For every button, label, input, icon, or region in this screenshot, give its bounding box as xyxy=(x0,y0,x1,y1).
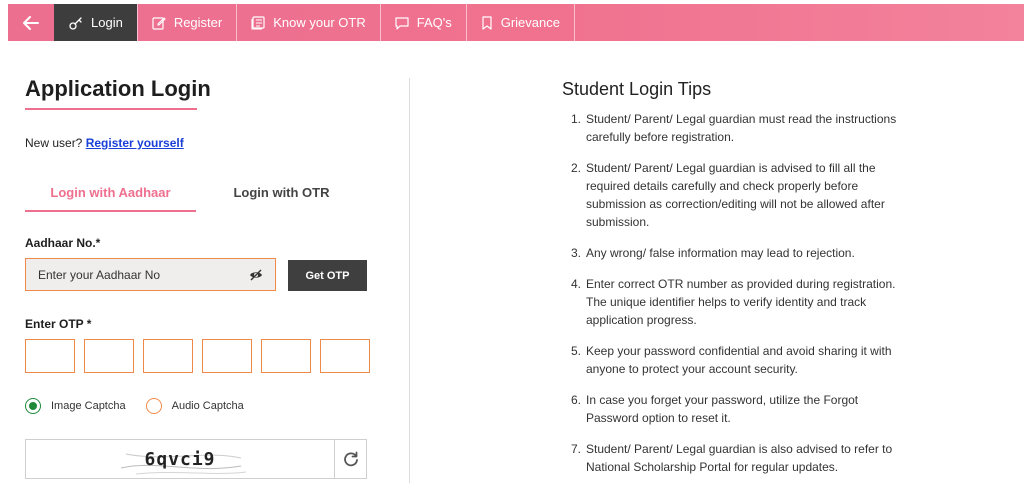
nav-grievance-label: Grievance xyxy=(500,15,560,30)
tip-item: 1. Student/ Parent/ Legal guardian must read the instructions carefully before registration. xyxy=(571,110,901,146)
otp-digit-5[interactable] xyxy=(261,339,311,373)
radio-audio-captcha[interactable] xyxy=(146,398,162,414)
nav-faqs-label: FAQ's xyxy=(416,15,452,30)
column-divider xyxy=(409,78,410,483)
captcha-refresh-button[interactable] xyxy=(335,440,366,478)
captcha-box xyxy=(25,439,367,479)
tip-item: 7. Student/ Parent/ Legal guardian is also advised to refer to National Scholarship Portal for regular updates. xyxy=(571,440,901,476)
nav-faqs[interactable] xyxy=(380,4,466,41)
back-button[interactable] xyxy=(8,4,54,41)
tip-item: 2. Student/ Parent/ Legal guardian is advised to fill all the required details carefully and check properly before submission as correction/editing will not be allowed after submission. xyxy=(571,159,901,231)
otp-digit-2[interactable] xyxy=(84,339,134,373)
new-user-text: New user? xyxy=(25,136,83,150)
tip-text: Student/ Parent/ Legal guardian is advised to fill all the required details carefully and check properly before submission as correction/editing will not be allowed after submission. xyxy=(586,161,885,229)
title-underline xyxy=(25,108,197,110)
otp-inputs xyxy=(25,339,370,373)
refresh-icon xyxy=(343,451,359,467)
eye-slash-icon[interactable] xyxy=(249,269,263,281)
new-user-line xyxy=(25,136,184,150)
tab-login-aadhaar[interactable]: Login with Aadhaar xyxy=(25,176,196,212)
otp-digit-3[interactable] xyxy=(143,339,193,373)
tip-text: Student/ Parent/ Legal guardian must read the instructions carefully before registration. xyxy=(586,112,897,144)
tip-text: Keep your password confidential and avoid sharing it with anyone to protect your account security. xyxy=(586,344,892,376)
tip-text: Enter correct OTR number as provided during registration. The unique identifier helps to verify identity and track application progress. xyxy=(586,277,896,327)
chat-icon xyxy=(395,16,409,30)
edit-icon xyxy=(152,16,166,30)
key-icon xyxy=(69,16,83,30)
captcha-type-options xyxy=(25,398,264,414)
aadhaar-input[interactable] xyxy=(38,268,238,282)
otp-digit-1[interactable] xyxy=(25,339,75,373)
captcha-text: 6qvci9 xyxy=(144,448,216,470)
arrow-left-icon xyxy=(23,16,39,30)
tip-item: 3. Any wrong/ false information may lead to rejection. xyxy=(571,246,855,260)
captcha-image xyxy=(26,440,335,478)
aadhaar-field xyxy=(25,258,276,291)
login-tabs xyxy=(25,176,367,212)
otp-label: Enter OTP * xyxy=(25,317,92,331)
list-icon xyxy=(251,16,265,30)
nav-login[interactable] xyxy=(54,4,137,41)
tip-item: 6. In case you forget your password, utilize the Forgot Password option to reset it. xyxy=(571,391,901,427)
nav-know-otr[interactable] xyxy=(236,4,379,41)
tips-title: Student Login Tips xyxy=(562,79,712,99)
tip-text: In case you forget your password, utilize the Forgot Password option to reset it. xyxy=(586,393,859,425)
tip-text: Student/ Parent/ Legal guardian is also advised to refer to National Scholarship Portal for regular updates. xyxy=(586,442,893,474)
nav-register[interactable] xyxy=(137,4,236,41)
radio-image-captcha[interactable] xyxy=(25,398,41,414)
register-link[interactable]: Register yourself xyxy=(85,136,184,150)
get-otp-button[interactable]: Get OTP xyxy=(288,260,367,291)
top-nav-bar xyxy=(8,4,1024,41)
nav-know-otr-label: Know your OTR xyxy=(273,15,366,30)
nav-login-label: Login xyxy=(91,15,123,30)
otp-digit-6[interactable] xyxy=(320,339,370,373)
tip-item: 4. Enter correct OTR number as provided during registration. The unique identifier helps to verify identity and track application progress. xyxy=(571,275,901,329)
page-title: Application Login xyxy=(25,76,211,101)
tip-item: 5. Keep your password confidential and avoid sharing it with anyone to protect your account security. xyxy=(571,342,901,378)
audio-captcha-label: Audio Captcha xyxy=(171,400,244,412)
aadhaar-label: Aadhaar No.* xyxy=(25,236,101,250)
otp-digit-4[interactable] xyxy=(202,339,252,373)
tips-list xyxy=(571,110,901,483)
tip-text: Any wrong/ false information may lead to rejection. xyxy=(586,246,855,260)
bookmark-icon xyxy=(481,16,493,30)
image-captcha-label: Image Captcha xyxy=(51,400,126,412)
nav-grievance[interactable] xyxy=(466,4,575,41)
tab-login-otr[interactable]: Login with OTR xyxy=(233,185,330,200)
nav-register-label: Register xyxy=(173,15,223,30)
